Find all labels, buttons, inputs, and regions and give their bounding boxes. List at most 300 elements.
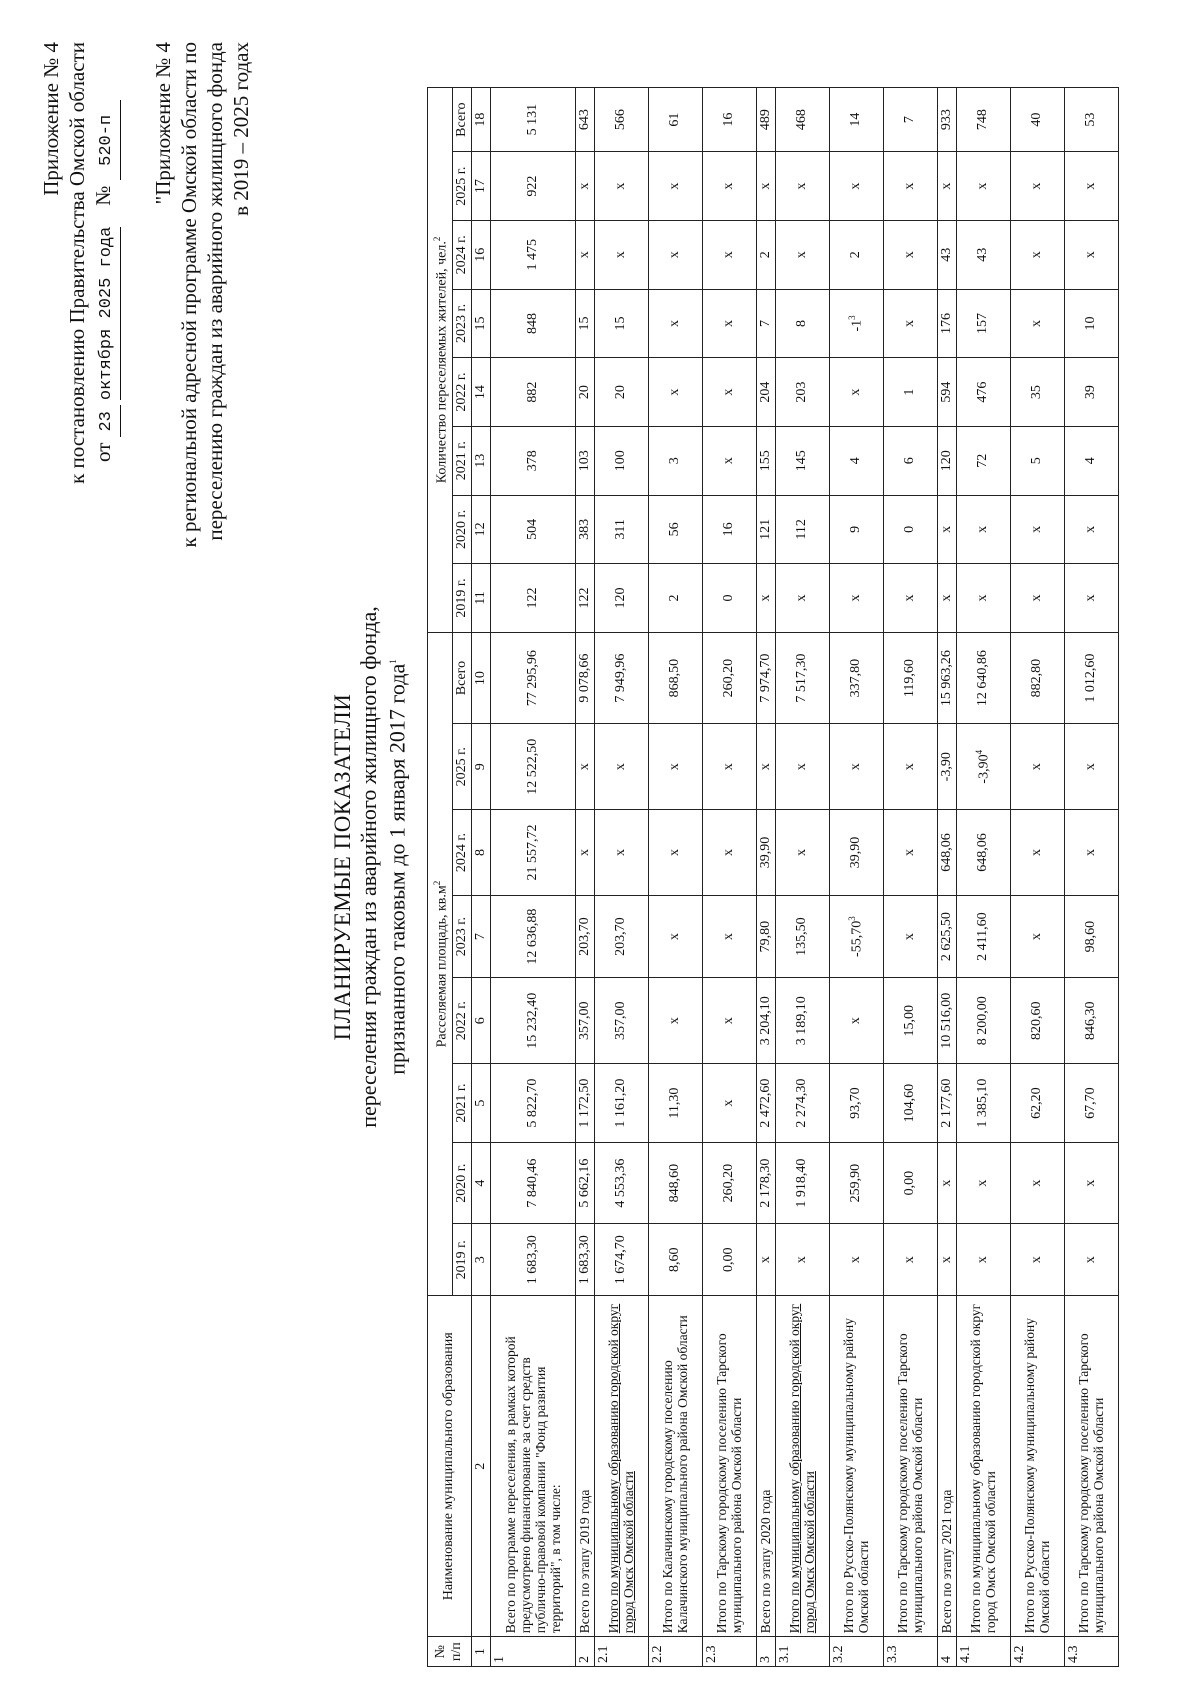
cell-value: х bbox=[794, 849, 810, 857]
people-cell bbox=[1064, 426, 1118, 495]
area-cell bbox=[648, 810, 702, 896]
cell-value: 61 bbox=[667, 112, 683, 127]
cell-value: 0 bbox=[902, 525, 918, 533]
row-number: 3 bbox=[756, 1637, 775, 1667]
cell-value: 14 bbox=[848, 112, 864, 127]
area-cell bbox=[829, 895, 883, 977]
area-cell bbox=[775, 1224, 829, 1296]
table-row bbox=[490, 88, 575, 1667]
row-number: 4.2 bbox=[1010, 1637, 1064, 1667]
area-cell bbox=[702, 978, 756, 1064]
cell-value: 176 bbox=[938, 312, 954, 334]
program-ref-line2: к региональной адресной программе Омской области по bbox=[177, 42, 201, 548]
people-cell bbox=[575, 289, 594, 358]
cell-value: х bbox=[1029, 1256, 1045, 1264]
row-number: 3.3 bbox=[883, 1637, 937, 1667]
area-cell bbox=[883, 1224, 937, 1296]
cell-value: 15 bbox=[576, 316, 592, 331]
cell-value: 39 bbox=[1083, 385, 1099, 400]
cell-value: х bbox=[902, 763, 918, 771]
area-cell bbox=[883, 810, 937, 896]
cell-value: 11,30 bbox=[667, 1087, 683, 1119]
cell-value: 72 bbox=[975, 453, 991, 468]
table-row bbox=[775, 88, 829, 1667]
cell-value: 203 bbox=[794, 381, 810, 403]
people-cell bbox=[829, 564, 883, 633]
header-year-a-7: Всего bbox=[452, 632, 471, 724]
people-cell bbox=[575, 358, 594, 427]
cell-value: х bbox=[721, 251, 737, 259]
row-name: Итого по Русско-Полянскому муниципальному району Омской области bbox=[1010, 1296, 1064, 1637]
people-cell bbox=[956, 564, 1010, 633]
header-year-p-7: Всего bbox=[452, 88, 471, 152]
cell-value: 67,70 bbox=[1083, 1087, 1099, 1119]
cell-value: 7 840,46 bbox=[524, 1158, 540, 1208]
cell-value: 119,60 bbox=[902, 659, 918, 698]
people-cell bbox=[594, 564, 648, 633]
cell-value: 16 bbox=[721, 522, 737, 537]
header-year-p-6: 2025 г. bbox=[452, 152, 471, 221]
cell-value: 848,60 bbox=[667, 1163, 683, 1203]
cell-value: 12 522,50 bbox=[524, 738, 540, 795]
cell-value: 594 bbox=[938, 381, 954, 403]
area-cell bbox=[1010, 895, 1064, 977]
area-cell bbox=[829, 724, 883, 810]
cell-value: х bbox=[1029, 182, 1045, 190]
cell-value: 77 295,96 bbox=[524, 650, 540, 707]
cell-value: 122 bbox=[524, 587, 540, 609]
column-number-17: 17 bbox=[471, 152, 490, 221]
cell-value: 0 bbox=[721, 594, 737, 602]
table-row bbox=[756, 88, 775, 1667]
area-cell bbox=[1010, 724, 1064, 810]
cell-value: -55,70 bbox=[849, 920, 865, 957]
cell-value: х bbox=[757, 1256, 773, 1264]
area-cell bbox=[1010, 1224, 1064, 1296]
program-ref-line4: в 2019 – 2025 годах bbox=[229, 42, 253, 216]
cell-value: 566 bbox=[613, 109, 629, 131]
area-cell bbox=[883, 978, 937, 1064]
cell-value: 135,50 bbox=[794, 917, 810, 956]
title-footnote-mark: 1 bbox=[388, 659, 398, 664]
cell-value: 0,00 bbox=[902, 1170, 918, 1196]
people-cell bbox=[883, 88, 937, 152]
cell-value: 1 475 bbox=[524, 239, 540, 271]
cell-value: 5 bbox=[1029, 457, 1045, 465]
people-cell bbox=[756, 426, 775, 495]
cell-value: х bbox=[1083, 763, 1099, 771]
area-cell bbox=[490, 895, 575, 977]
cell-value: х bbox=[1029, 763, 1045, 771]
cell-value: 5 662,16 bbox=[576, 1158, 592, 1208]
cell-value: 12 640,86 bbox=[975, 650, 991, 707]
area-cell bbox=[756, 1224, 775, 1296]
cell-value: 39,90 bbox=[848, 836, 864, 869]
cell-value: 383 bbox=[576, 518, 592, 540]
cell-value: х bbox=[721, 457, 737, 465]
header-year-p-3: 2022 г. bbox=[452, 358, 471, 427]
cell-value: 2 177,60 bbox=[938, 1078, 954, 1128]
cell-value: х bbox=[794, 182, 810, 190]
doc-number: 520-п bbox=[94, 100, 121, 180]
people-cell bbox=[775, 289, 829, 358]
cell-value: х bbox=[1083, 1179, 1099, 1187]
cell-value: х bbox=[667, 319, 683, 327]
people-cell bbox=[775, 88, 829, 152]
cell-value: 8,60 bbox=[667, 1247, 683, 1273]
cell-value: -3,90 bbox=[976, 754, 992, 784]
cell-value: х bbox=[1083, 849, 1099, 857]
people-cell bbox=[756, 289, 775, 358]
cell-value: 104,60 bbox=[902, 1083, 918, 1123]
cell-value: 35 bbox=[1029, 385, 1045, 400]
people-cell bbox=[1010, 426, 1064, 495]
people-cell bbox=[883, 220, 937, 289]
area-cell bbox=[937, 810, 956, 896]
area-cell bbox=[1064, 978, 1118, 1064]
people-cell bbox=[575, 426, 594, 495]
cell-value: х bbox=[667, 933, 683, 941]
column-number-5: 5 bbox=[471, 1064, 490, 1143]
cell-value: 39,90 bbox=[757, 836, 773, 869]
area-cell bbox=[956, 1224, 1010, 1296]
area-cell bbox=[956, 724, 1010, 810]
cell-value: х bbox=[848, 763, 864, 771]
row-name: Всего по этапу 2019 года bbox=[575, 1296, 594, 1637]
row-name: Всего по программе переселения, в рамках которой предусмотрено финансирование за счет средств публично-правовой компании "Фонд развития территорий", в том числе: bbox=[490, 1296, 575, 1637]
cell-value: х bbox=[902, 849, 918, 857]
people-cell bbox=[702, 220, 756, 289]
cell-value: 21 557,72 bbox=[524, 824, 540, 881]
cell-value: х bbox=[1083, 594, 1099, 602]
people-cell bbox=[756, 358, 775, 427]
cell-value: 15 963,26 bbox=[938, 650, 954, 707]
table-row bbox=[937, 88, 956, 1667]
column-number-7: 7 bbox=[471, 895, 490, 977]
cell-value: х bbox=[721, 849, 737, 857]
people-cell bbox=[829, 358, 883, 427]
cell-value: 43 bbox=[975, 247, 991, 262]
people-cell bbox=[490, 88, 575, 152]
area-cell bbox=[829, 1224, 883, 1296]
people-cell bbox=[937, 289, 956, 358]
indicators-table bbox=[427, 87, 1119, 1667]
cell-value: 311 bbox=[613, 519, 629, 540]
cell-value: 15 232,40 bbox=[524, 992, 540, 1049]
cell-value: 357,00 bbox=[613, 1001, 629, 1040]
cell-value: 489 bbox=[757, 109, 773, 131]
area-cell bbox=[775, 978, 829, 1064]
area-cell bbox=[829, 1143, 883, 1224]
people-cell bbox=[775, 358, 829, 427]
people-cell bbox=[829, 88, 883, 152]
cell-value: 4 bbox=[848, 457, 864, 465]
cell-value: 468 bbox=[794, 109, 810, 131]
cell-value: 882 bbox=[524, 381, 540, 403]
people-cell bbox=[756, 564, 775, 633]
people-cell bbox=[648, 495, 702, 564]
people-cell bbox=[575, 88, 594, 152]
area-cell bbox=[775, 724, 829, 810]
people-cell bbox=[594, 152, 648, 221]
cell-value: х bbox=[794, 763, 810, 771]
cell-value: х bbox=[1029, 251, 1045, 259]
area-cell bbox=[937, 1064, 956, 1143]
people-cell bbox=[829, 152, 883, 221]
area-cell bbox=[575, 1064, 594, 1143]
cell-value: 112 bbox=[794, 519, 810, 540]
cell-value: х bbox=[975, 1256, 991, 1264]
area-cell bbox=[702, 724, 756, 810]
people-cell bbox=[937, 152, 956, 221]
area-cell bbox=[594, 1143, 648, 1224]
cell-value: х bbox=[902, 1256, 918, 1264]
cell-value: х bbox=[757, 594, 773, 602]
footnote-mark: 3 bbox=[846, 916, 857, 921]
table-row bbox=[1064, 88, 1118, 1667]
cell-value: х bbox=[848, 1017, 864, 1025]
cell-value: х bbox=[902, 251, 918, 259]
people-cell bbox=[883, 564, 937, 633]
people-cell bbox=[756, 495, 775, 564]
cell-value: 9 bbox=[848, 525, 864, 533]
column-number-15: 15 bbox=[471, 289, 490, 358]
people-cell bbox=[702, 426, 756, 495]
cell-value: х bbox=[576, 763, 592, 771]
people-cell bbox=[1064, 220, 1118, 289]
cell-value: 357,00 bbox=[576, 1001, 592, 1040]
area-cell bbox=[1064, 632, 1118, 724]
row-name: Итого по муниципальному образованию городской округ город Омск Омской области bbox=[594, 1296, 648, 1637]
cell-value: 933 bbox=[938, 109, 954, 131]
table-row bbox=[702, 88, 756, 1667]
people-cell bbox=[594, 495, 648, 564]
people-cell bbox=[594, 220, 648, 289]
header-year-a-2: 2021 г. bbox=[452, 1064, 471, 1143]
cell-value: -3,90 bbox=[938, 752, 954, 782]
people-cell bbox=[648, 220, 702, 289]
area-cell bbox=[829, 978, 883, 1064]
column-number-16: 16 bbox=[471, 220, 490, 289]
cell-value: 4 bbox=[1083, 457, 1099, 465]
area-cell bbox=[575, 978, 594, 1064]
header-year-a-0: 2019 г. bbox=[452, 1224, 471, 1296]
cell-value: х bbox=[667, 251, 683, 259]
area-cell bbox=[937, 632, 956, 724]
people-cell bbox=[829, 426, 883, 495]
people-group-sup: 2 bbox=[432, 236, 442, 242]
people-cell bbox=[1064, 564, 1118, 633]
area-cell bbox=[756, 1143, 775, 1224]
area-cell bbox=[490, 810, 575, 896]
people-cell bbox=[1010, 289, 1064, 358]
row-number: 1 bbox=[490, 1637, 575, 1667]
area-cell bbox=[594, 632, 648, 724]
cell-value: 15,00 bbox=[902, 1004, 918, 1037]
cell-value: х bbox=[613, 251, 629, 259]
cell-value: 155 bbox=[757, 450, 773, 472]
people-cell bbox=[702, 88, 756, 152]
cell-value: 7 974,70 bbox=[757, 653, 773, 703]
cell-value: х bbox=[1029, 1179, 1045, 1187]
header-row-groups bbox=[428, 88, 453, 1667]
appendix-line2: к постановлению Правительства Омской области bbox=[65, 42, 89, 484]
cell-value: 7 949,96 bbox=[613, 653, 629, 703]
people-cell bbox=[1010, 564, 1064, 633]
cell-value: 1 bbox=[902, 388, 918, 396]
people-cell bbox=[937, 495, 956, 564]
cell-value: 648,06 bbox=[938, 833, 954, 872]
cell-value: х bbox=[938, 594, 954, 602]
cell-value: 2 bbox=[757, 251, 773, 259]
people-cell bbox=[956, 88, 1010, 152]
people-cell bbox=[1010, 88, 1064, 152]
appendix-date-line bbox=[90, 42, 121, 522]
area-cell bbox=[1064, 810, 1118, 896]
program-reference bbox=[150, 42, 254, 597]
header-year-p-2: 2021 г. bbox=[452, 426, 471, 495]
area-cell bbox=[575, 724, 594, 810]
cell-value: 40 bbox=[1029, 112, 1045, 127]
cell-value: х bbox=[848, 594, 864, 602]
people-cell bbox=[937, 220, 956, 289]
people-cell bbox=[775, 220, 829, 289]
people-cell bbox=[937, 426, 956, 495]
cell-value: 120 bbox=[613, 587, 629, 609]
date-month-year: октября 2025 года bbox=[94, 227, 121, 400]
area-cell bbox=[756, 978, 775, 1064]
program-ref-line1: "Приложение № 4 bbox=[151, 42, 175, 205]
people-cell bbox=[1064, 289, 1118, 358]
cell-value: х bbox=[721, 763, 737, 771]
table-row bbox=[956, 88, 1010, 1667]
header-no: № п/п bbox=[428, 1637, 472, 1667]
area-cell bbox=[1010, 978, 1064, 1064]
cell-value: 120 bbox=[938, 450, 954, 472]
cell-value: 93,70 bbox=[848, 1087, 864, 1119]
row-name: Итого по Тарскому городскому поселению Тарского муниципального района Омской области bbox=[702, 1296, 756, 1637]
area-cell bbox=[829, 632, 883, 724]
cell-value: х bbox=[757, 763, 773, 771]
cell-value: х bbox=[667, 1017, 683, 1025]
area-cell bbox=[756, 724, 775, 810]
cell-value: х bbox=[667, 182, 683, 190]
area-cell bbox=[937, 724, 956, 810]
row-number: 2.2 bbox=[648, 1637, 702, 1667]
people-cell bbox=[702, 358, 756, 427]
column-number-8: 8 bbox=[471, 810, 490, 896]
cell-value: 2 bbox=[667, 594, 683, 602]
cell-value: 476 bbox=[975, 381, 991, 403]
cell-value: 53 bbox=[1083, 112, 1099, 127]
table-row bbox=[575, 88, 594, 1667]
column-number-12: 12 bbox=[471, 495, 490, 564]
cell-value: 337,80 bbox=[848, 658, 864, 698]
cell-value: 98,60 bbox=[1083, 920, 1099, 953]
date-day: 23 bbox=[94, 405, 121, 437]
people-cell bbox=[775, 495, 829, 564]
people-cell bbox=[490, 495, 575, 564]
area-cell bbox=[594, 1064, 648, 1143]
people-cell bbox=[756, 88, 775, 152]
cell-value: х bbox=[721, 388, 737, 396]
cell-value: х bbox=[975, 1179, 991, 1187]
area-cell bbox=[594, 810, 648, 896]
people-cell bbox=[775, 564, 829, 633]
area-cell bbox=[937, 1143, 956, 1224]
cell-value: х bbox=[938, 525, 954, 533]
people-cell bbox=[648, 426, 702, 495]
cell-value: х bbox=[1029, 525, 1045, 533]
header-row-numbers bbox=[471, 88, 490, 1667]
cell-value: 1 385,10 bbox=[975, 1078, 991, 1128]
area-cell bbox=[575, 810, 594, 896]
cell-value: 5 131 bbox=[524, 103, 540, 136]
cell-value: 145 bbox=[794, 450, 810, 472]
cell-value: 10 bbox=[1083, 316, 1099, 331]
cell-value: 260,20 bbox=[721, 658, 737, 698]
area-cell bbox=[775, 632, 829, 724]
title-line3 bbox=[381, 417, 409, 1317]
cell-value: 103 bbox=[576, 450, 592, 472]
people-cell bbox=[648, 358, 702, 427]
area-cell bbox=[702, 810, 756, 896]
header-year-a-5: 2024 г. bbox=[452, 810, 471, 896]
cell-value: х bbox=[938, 1256, 954, 1264]
header-year-p-1: 2020 г. bbox=[452, 495, 471, 564]
cell-value: 648,06 bbox=[975, 833, 991, 872]
people-cell bbox=[956, 152, 1010, 221]
area-cell bbox=[956, 1143, 1010, 1224]
header-year-p-5: 2024 г. bbox=[452, 220, 471, 289]
people-cell bbox=[956, 426, 1010, 495]
column-number-6: 6 bbox=[471, 978, 490, 1064]
cell-value: 12 636,88 bbox=[524, 908, 540, 965]
cell-value: 157 bbox=[975, 312, 991, 334]
date-prefix: от bbox=[91, 442, 115, 462]
cell-value: х bbox=[613, 763, 629, 771]
row-number: 3.1 bbox=[775, 1637, 829, 1667]
title-line2: переселения граждан из аварийного жилищного фонда, bbox=[356, 606, 381, 1128]
people-cell bbox=[594, 358, 648, 427]
column-number-4: 4 bbox=[471, 1143, 490, 1224]
row-number: 2.3 bbox=[702, 1637, 756, 1667]
area-cell bbox=[575, 1143, 594, 1224]
row-name: Итого по муниципальному образованию городской округ город Омск Омской области bbox=[775, 1296, 829, 1637]
people-cell bbox=[490, 426, 575, 495]
cell-value: 848 bbox=[524, 312, 540, 334]
area-cell bbox=[956, 1064, 1010, 1143]
cell-value: х bbox=[667, 388, 683, 396]
header-year-a-4: 2023 г. bbox=[452, 895, 471, 977]
title-line3-text: признанного таковым до 1 января 2017 года bbox=[384, 663, 410, 1075]
table-row bbox=[594, 88, 648, 1667]
row-name: Всего по этапу 2020 года bbox=[756, 1296, 775, 1637]
area-cell bbox=[1064, 895, 1118, 977]
people-cell bbox=[648, 152, 702, 221]
cell-value: 1 172,50 bbox=[576, 1078, 592, 1128]
cell-value: 15 bbox=[613, 316, 629, 331]
cell-value: х bbox=[667, 763, 683, 771]
cell-value: 203,70 bbox=[613, 917, 629, 956]
cell-value: 10 516,00 bbox=[938, 992, 954, 1049]
people-cell bbox=[648, 564, 702, 633]
area-cell bbox=[648, 724, 702, 810]
people-cell bbox=[490, 358, 575, 427]
people-cell bbox=[883, 495, 937, 564]
people-cell bbox=[956, 495, 1010, 564]
cell-value: 259,90 bbox=[848, 1163, 864, 1203]
